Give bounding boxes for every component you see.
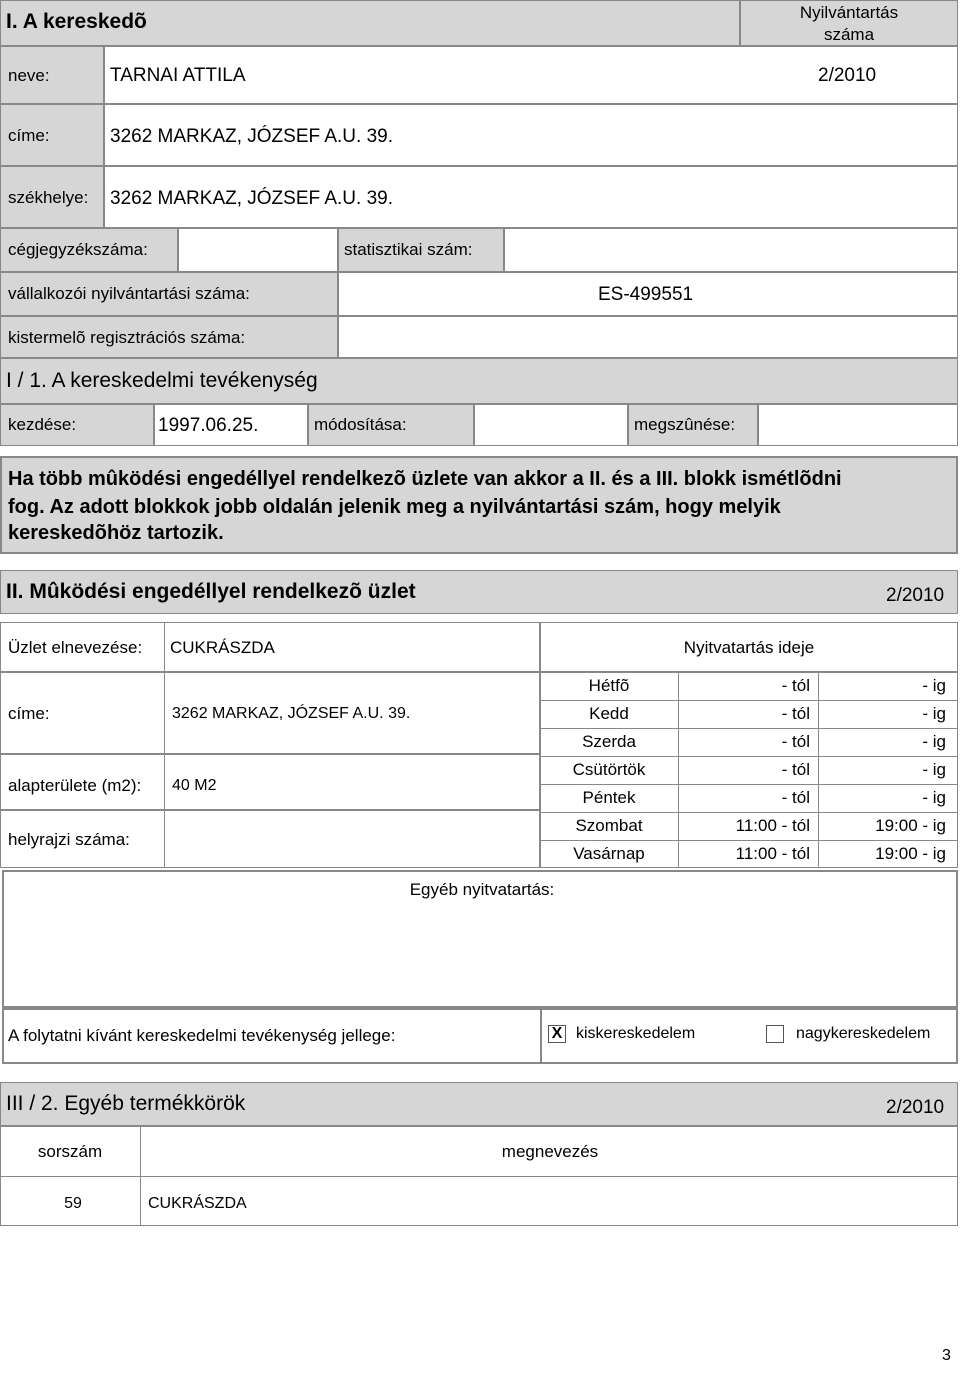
- entrepreneur-label: vállalkozói nyilvántartási száma:: [8, 284, 250, 303]
- entrepreneur-number: ES-499551: [598, 284, 694, 305]
- hours-from: - tól: [781, 704, 810, 723]
- notice-line-2: fog. Az adott blokkok jobb oldalán jelenik meg a nyilvántartási szám, hogy melyik: [8, 496, 781, 518]
- page-number: 3: [942, 1347, 951, 1364]
- shop-name: CUKRÁSZDA: [170, 638, 275, 657]
- shop-address: 3262 MARKAZ, JÓZSEF A.U. 39.: [172, 705, 411, 722]
- activity-end-label: megszûnése:: [634, 415, 736, 434]
- hours-to: - ig: [922, 788, 946, 807]
- hours-to: - ig: [922, 760, 946, 779]
- trader-name: TARNAI ATTILA: [110, 65, 246, 86]
- shop-reg-number: 2/2010: [886, 585, 945, 606]
- name-label: neve:: [8, 66, 50, 85]
- activity-mod-label: módosítása:: [314, 415, 407, 434]
- product-name: CUKRÁSZDA: [148, 1195, 247, 1212]
- company-reg-field: [178, 228, 338, 272]
- section-title: I. A kereskedõ: [6, 10, 147, 33]
- activity-title: I / 1. A kereskedelmi tevékenység: [6, 369, 318, 392]
- hours-from: - tól: [781, 732, 810, 751]
- activity-end-field: [758, 404, 958, 446]
- address-label: címe:: [8, 126, 50, 145]
- hours-day: Csütörtök: [572, 760, 646, 779]
- hours-day: Kedd: [589, 704, 629, 723]
- shop-area-label: alapterülete (m2):: [8, 776, 142, 795]
- product-no: 59: [64, 1195, 82, 1212]
- activity-start: 1997.06.25.: [158, 415, 259, 436]
- hours-day: Szerda: [582, 732, 636, 751]
- shop-lot-label: helyrajzi száma:: [8, 830, 130, 849]
- stat-field: [504, 228, 958, 272]
- activity-start-label: kezdése:: [8, 415, 77, 434]
- shop-name-label: Üzlet elnevezése:: [8, 638, 143, 657]
- reg-number-label-2: száma: [823, 25, 875, 44]
- hours-day: Hétfõ: [588, 676, 630, 695]
- smallholder-field: [338, 316, 958, 358]
- shop-title: II. Mûködési engedéllyel rendelkezõ üzlet: [6, 580, 416, 603]
- hours-day: Vasárnap: [573, 844, 645, 863]
- company-reg-label: cégjegyzékszáma:: [8, 240, 148, 259]
- wholesale-label: nagykereskedelem: [796, 1025, 931, 1042]
- other-hours-label: Egyéb nyitvatartás:: [409, 880, 555, 899]
- trader-address: 3262 MARKAZ, JÓZSEF A.U. 39.: [110, 126, 393, 147]
- seat-label: székhelye:: [8, 188, 89, 207]
- hours-to: - ig: [922, 704, 946, 723]
- hours-to: - ig: [922, 732, 946, 751]
- shop-area: 40 M2: [172, 777, 217, 794]
- shop-address-label: címe:: [8, 704, 50, 723]
- hours-from: 11:00 - tól: [735, 816, 810, 835]
- trader-seat: 3262 MARKAZ, JÓZSEF A.U. 39.: [110, 188, 393, 209]
- trader-reg-number: 2/2010: [818, 65, 877, 86]
- hours-from: 11:00 - tól: [735, 844, 810, 863]
- hours-day: Szombat: [575, 816, 643, 835]
- retail-checkbox[interactable]: X: [548, 1025, 566, 1043]
- hours-title: Nyitvatartás ideje: [683, 638, 815, 657]
- products-title: III / 2. Egyéb termékkörök: [6, 1092, 246, 1115]
- hours-from: - tól: [781, 676, 810, 695]
- wholesale-checkbox[interactable]: [766, 1025, 784, 1043]
- activity-type-label: A folytatni kívánt kereskedelmi tevékenység jellege:: [8, 1026, 396, 1045]
- products-reg-number: 2/2010: [886, 1097, 945, 1118]
- activity-mod-field: [474, 404, 628, 446]
- products-col-name: megnevezés: [501, 1142, 599, 1161]
- notice-line-3: kereskedõhöz tartozik.: [8, 522, 224, 544]
- retail-label: kiskereskedelem: [576, 1025, 696, 1042]
- hours-to: 19:00 - ig: [875, 844, 946, 863]
- hours-from: - tól: [781, 788, 810, 807]
- smallholder-label: kistermelõ regisztrációs száma:: [8, 328, 246, 347]
- products-col-no: sorszám: [37, 1142, 103, 1161]
- stat-label: statisztikai szám:: [344, 240, 473, 259]
- hours-from: - tól: [781, 760, 810, 779]
- hours-day: Péntek: [582, 788, 636, 807]
- hours-to: 19:00 - ig: [875, 816, 946, 835]
- notice-line-1: Ha több mûködési engedéllyel rendelkezõ üzlete van akkor a II. és a III. blokk ismétlõdni: [8, 468, 842, 490]
- hours-to: - ig: [922, 676, 946, 695]
- reg-number-label-1: Nyilvántartás: [799, 3, 899, 22]
